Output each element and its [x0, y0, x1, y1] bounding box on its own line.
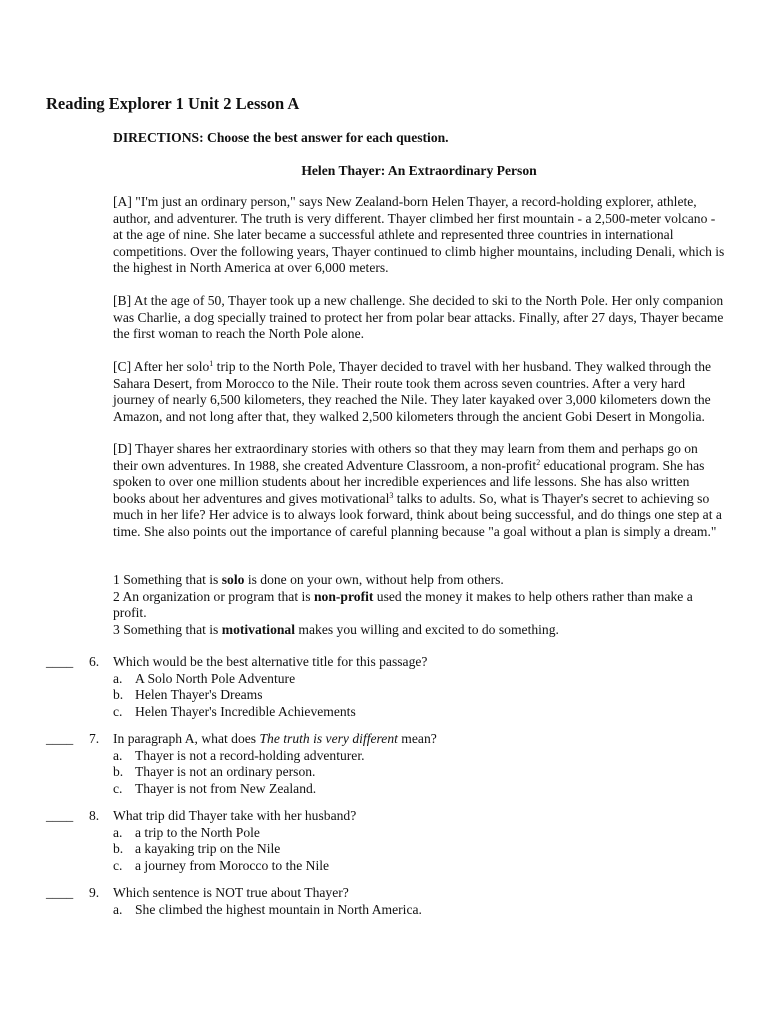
footnote-text: 1 Something that is	[113, 572, 222, 587]
footnote-ref-2: 2	[536, 457, 541, 467]
option-letter: b.	[113, 841, 124, 856]
footnote-text: is done on your own, without help from others.	[244, 572, 504, 587]
question-quote: The truth is very different	[259, 731, 398, 746]
option-text: a trip to the North Pole	[135, 824, 260, 840]
footnote-text: used the money it makes to help others rather than make a profit.	[113, 588, 693, 620]
option-letter: a.	[113, 901, 123, 917]
question-text-post: mean?	[397, 731, 437, 746]
paragraph-d-text-1: [D] Thayer shares her extraordinary stories with others so that they may learn from them and perhaps go on their own adventures. In 1988, she created Adventure Classroom, a non-profit	[113, 441, 698, 473]
option-text: Thayer is not from New Zealand.	[135, 780, 317, 796]
paragraph-d-text-3: talks to adults. So, what is Thayer's secret to achieving so much in her life? Her advice is to always look forward, think about being successful, and do things one step at a time. She also points out the importance of careful planning because "a goal without a plan is simply a dream."	[113, 490, 722, 539]
document-title: Reading Explorer 1 Unit 2 Lesson A	[46, 94, 300, 113]
option-text: Helen Thayer's Incredible Achievements	[135, 703, 356, 719]
paragraph-d-text-2: educational program. She has spoken to over one million students about her incredible experiences and life lessons. She has also written books about her adventures and gives motivational	[113, 457, 705, 506]
option-text: Helen Thayer's Dreams	[135, 687, 263, 702]
question-text: What trip did Thayer take with her husband?	[113, 808, 357, 823]
answer-blank[interactable]: ____	[46, 885, 74, 900]
paragraph-a: [A] "I'm just an ordinary person," says New Zealand-born Helen Thayer, a record-holding explorer, athlete, author, and adventurer. The truth is very different. Thayer climbed her first mountain - a 2,500-meter volcano - at the age of nine. She later became a successful athlete and represented three countries in international competitions. Over the following years, Thayer continued to climb higher mountains, including Denali, which is the highest in North America at over 6,000 meters.	[113, 194, 725, 275]
footnote-term: solo	[221, 572, 245, 587]
option-text: a journey from Morocco to the Nile	[135, 857, 330, 873]
footnote-term: motivational	[221, 621, 296, 637]
option-letter: c.	[113, 780, 123, 796]
question-text: Which sentence is NOT true about Thayer?	[113, 885, 349, 900]
paragraph-c-text-2: trip to the North Pole, Thayer decided to travel with her husband. They walked through the Sahara Desert, from Morocco to the Nile. Their route took them across seven countries. After a very hard journey of nearly 6,500 kilometers, they reached the Nile. They later kayaked over 3,000 kilometers down the Amazon, and not long after that, they walked 2,500 kilometers through the ancient Gobi Desert in Mongolia.	[113, 359, 712, 424]
footnote-ref-1: 1	[209, 359, 214, 368]
answer-blank[interactable]: ____	[46, 731, 74, 746]
footnote-term: non-profit	[313, 588, 374, 604]
footnote-1	[113, 572, 725, 589]
question-text-pre: In paragraph A, what does	[113, 731, 260, 746]
option-text: She climbed the highest mountain in North America.	[135, 901, 422, 917]
option-letter: c.	[113, 857, 123, 873]
directions: DIRECTIONS: Choose the best answer for each question.	[113, 130, 449, 145]
footnote-ref-3: 3	[389, 490, 394, 500]
paragraph-d	[113, 441, 725, 540]
option-letter: a.	[113, 824, 123, 840]
footnotes	[113, 572, 725, 638]
answer-blank[interactable]: ____	[46, 654, 74, 669]
option-letter: b.	[113, 764, 124, 779]
option-letter: b.	[113, 687, 124, 702]
footnote-text: makes you willing and excited to do something.	[295, 621, 559, 637]
question-number: 7.	[89, 731, 100, 746]
passage-title: Helen Thayer: An Extraordinary Person	[301, 163, 537, 178]
question-text: Which would be the best alternative title for this passage?	[113, 654, 428, 669]
paragraph-b: [B] At the age of 50, Thayer took up a new challenge. She decided to ski to the North Pole. Her only companion was Charlie, a dog specially trained to protect her from polar bear attacks. Finally, after 27 days, Thayer became the first woman to reach the North Pole alone.	[113, 293, 724, 341]
option-text: Thayer is not an ordinary person.	[135, 764, 316, 779]
question-text	[113, 731, 713, 748]
paragraph-c-text-1: [C] After her solo	[113, 359, 210, 374]
question-number: 6.	[89, 654, 100, 669]
question-number: 9.	[89, 885, 100, 900]
question-number: 8.	[89, 808, 100, 823]
option-letter: a.	[113, 670, 123, 686]
footnote-text: 2 An organization or program that is	[113, 588, 314, 604]
option-text: Thayer is not a record-holding adventurer.	[135, 747, 365, 763]
option-letter: c.	[113, 703, 123, 719]
footnote-text: 3 Something that is	[113, 621, 222, 637]
paragraph-c	[113, 359, 725, 425]
option-letter: a.	[113, 747, 123, 763]
answer-blank[interactable]: ____	[46, 808, 74, 823]
option-text: a kayaking trip on the Nile	[135, 841, 281, 856]
footnote-3	[113, 622, 725, 639]
option-text: A Solo North Pole Adventure	[135, 670, 296, 686]
footnote-2	[113, 589, 725, 622]
